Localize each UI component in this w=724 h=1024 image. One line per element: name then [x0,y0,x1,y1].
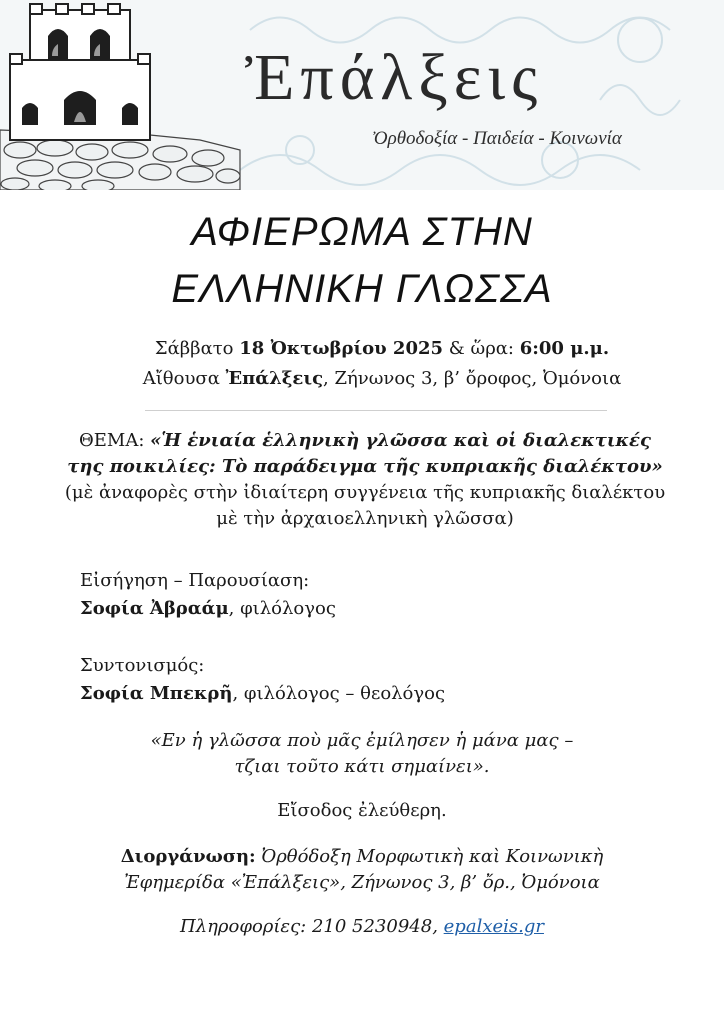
page-title-line1: ΑΦΙΕΡΩΜΑ ΣΤΗΝ [191,210,533,254]
newspaper-header [0,0,724,190]
speaker-role: , φιλόλογος [228,598,336,619]
event-day: Σάββατο [154,338,234,359]
website-link[interactable]: epalxeis.gr [443,916,544,937]
moderator-label: Συντονισμός: [80,655,205,676]
quote-line2: τζιαι τοῦτο κάτι σημαίνει». [234,756,490,777]
organizer-line1 [0,846,724,867]
info-label: Πληροφορίες: 210 5230948, [180,916,438,937]
masthead-motto: Ὀρθοδοξία - Παιδεία - Κοινωνία [372,128,622,149]
quote-line1: «Εν ἡ γλῶσσα ποὺ μᾶς ἐμίλησεν ἡ μάνα μας – [150,730,574,751]
page-title-line2: ΕΛΛΗΝΙΚΗ ΓΛΩΣΣΑ [171,267,553,311]
event-time: 6:00 μ.μ. [519,338,610,359]
theme-title: «Ἡ ἑνιαία ἑλληνικὴ γλῶσσα καὶ οἱ διαλεκτικές της ποικιλίες: Τὸ παράδειγμα τῆς κυπριακῆς διαλέκτου» [67,430,663,477]
masthead-title: Ἐπάλξεις [245,41,544,114]
divider [145,410,607,411]
theme-label: ΘΕΜΑ: [79,430,145,451]
moderator-line [80,683,445,704]
theme-note: (μὲ ἀναφορὲς στὴν ἰδιαίτερη συγγένεια τῆς κυπριακῆς διαλέκτου μὲ τὴν ἀρχαιοελληνικὴ γλῶσσα) [64,482,666,529]
speaker-line [80,598,336,619]
venue-prefix: Αἴθουσα [142,368,220,389]
moderator-name: Σοφία Μπεκρῆ [80,683,233,704]
entry-note: Εἴσοδος ἐλεύθερη. [277,800,447,821]
event-date: 18 Ὀκτωβρίου 2025 [239,338,444,359]
organizer-label: Διοργάνωση: [120,846,256,867]
venue-address: , Ζήνωνος 3, β’ ὄροφος, Ὀμόνοια [323,368,622,389]
organizer-line2: Ἐφημερίδα «Ἐπάλξεις», Ζήνωνος 3, β’ ὄρ., Ὀμόνοια [124,872,600,893]
event-venue [20,368,724,389]
speaker-label: Εἰσήγηση – Παρουσίαση: [80,570,310,591]
event-datetime [20,338,724,359]
venue-name: Ἐπάλξεις [225,368,324,389]
speaker-name: Σοφία Ἀβραάμ [80,598,229,619]
moderator-role: , φιλόλογος – θεολόγος [232,683,446,704]
info-line [0,916,724,937]
theme-block [60,428,670,532]
organizer-name: Ὀρθόδοξη Μορφωτικὴ καὶ Κοινωνικὴ [261,846,604,867]
event-time-prefix: & ὥρα: [448,338,514,359]
